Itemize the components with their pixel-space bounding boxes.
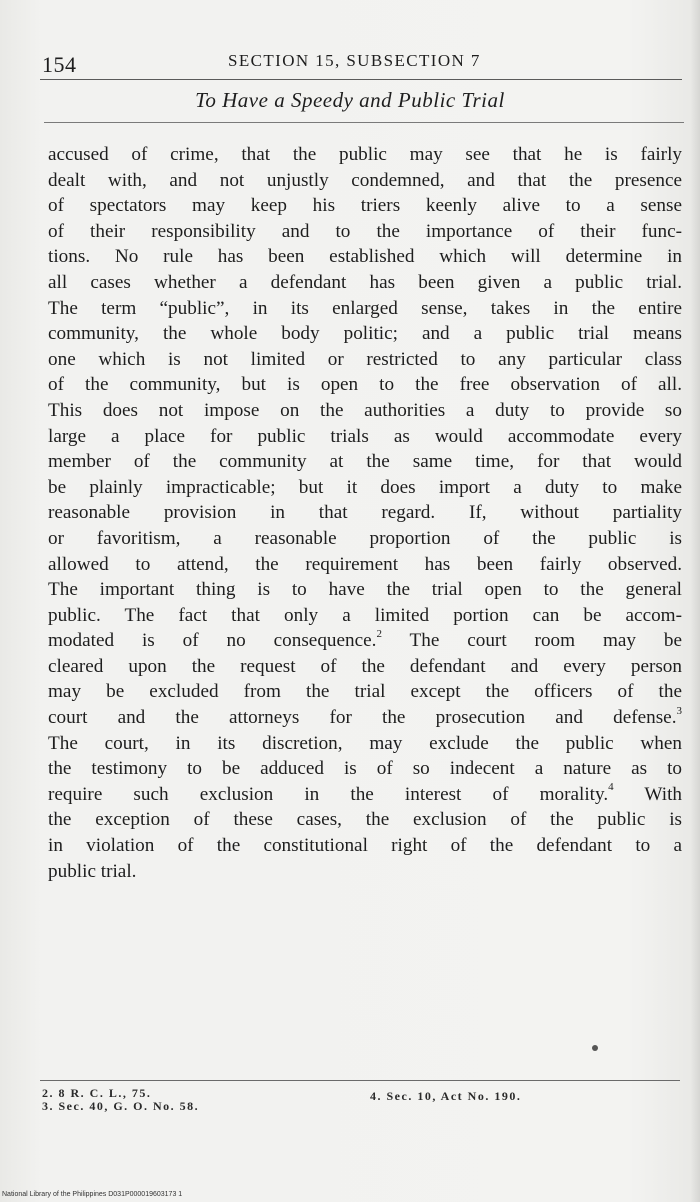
body-line-text: modated is of no consequence. — [48, 630, 377, 652]
footnote-ref-2: 2 — [376, 627, 382, 640]
body-line-with-note — [48, 628, 682, 654]
body-line: the exception of these cases, the exclusion of the public is — [48, 809, 682, 831]
footnote-4: 4. Sec. 10, Act No. 190. — [370, 1089, 522, 1103]
body-line: or favoritism, a reasonable proportion of the public is — [48, 527, 682, 549]
body-line: public. The fact that only a limited portion can be accom- — [48, 604, 682, 626]
body-line: dealt with, and not unjustly condemned, and that the presence — [48, 169, 682, 191]
body-line: tions. No rule has been established which will determine in — [48, 246, 682, 268]
body-line-with-note — [48, 705, 682, 731]
body-line: the testimony to be adduced is of so indecent a nature as to — [48, 758, 682, 780]
footnote-ref-3: 3 — [676, 704, 682, 717]
body-line: be plainly impracticable; but it does import a duty to make — [48, 476, 682, 498]
section-subtitle: To Have a Speedy and Public Trial — [195, 88, 505, 112]
body-line: member of the community at the same time, for that would — [48, 451, 682, 473]
body-line: one which is not limited or restricted to any particular class — [48, 348, 682, 370]
body-line: all cases whether a defendant has been given a public trial. — [48, 271, 682, 293]
footnote-rule — [40, 1080, 680, 1081]
footnote-ref-4: 4 — [608, 781, 614, 794]
page-number: 154 — [42, 52, 77, 77]
body-line-final: public trial. — [48, 860, 137, 882]
body-line: The important thing is to have the trial open to the general — [48, 579, 682, 601]
body-text — [48, 142, 682, 884]
body-line: community, the whole body politic; and a public trial means — [48, 323, 682, 345]
body-line: This does not impose on the authorities a duty to provide so — [48, 399, 682, 421]
body-line-text: court and the attorneys for the prosecution and defense. — [48, 707, 677, 729]
page-header — [42, 46, 682, 80]
footnote-2: 2. 8 R. C. L., 75. — [42, 1086, 152, 1100]
body-line: The term “public”, in its enlarged sense, takes in the entire — [48, 297, 682, 319]
body-line: of their responsibility and to the importance of their func- — [48, 220, 682, 242]
body-line: of spectators may keep his triers keenly alive to a sense — [48, 195, 682, 217]
body-line: cleared upon the request of the defendant and every person — [48, 655, 682, 677]
page-edge-shadow — [690, 0, 700, 1202]
body-line: The court, in its discretion, may exclude the public when — [48, 732, 682, 754]
body-line: may be excluded from the trial except the officers of the — [48, 681, 682, 703]
body-line-tail: With — [613, 783, 682, 805]
subtitle-rule — [44, 122, 684, 123]
body-line: reasonable provision in that regard. If, without partiality — [48, 502, 682, 524]
body-line: accused of crime, that the public may see that he is fairly — [48, 144, 682, 165]
body-line: in violation of the constitutional right of the defendant to a — [48, 835, 682, 857]
body-line-text: require such exclusion in the interest of morality. — [48, 783, 609, 805]
body-line-tail: The court room may be — [381, 630, 682, 652]
header-rule — [40, 79, 682, 80]
footnotes-left-column — [42, 1087, 199, 1113]
body-line: of the community, but is open to the free observation of all. — [48, 374, 682, 396]
library-stamp: National Library of the Philippines D031P000019603173 1 — [2, 1191, 183, 1198]
print-speck — [592, 1045, 598, 1051]
footnotes-right-column — [370, 1090, 521, 1103]
running-head: SECTION 15, SUBSECTION 7 — [228, 51, 481, 70]
body-line: allowed to attend, the requirement has been fairly observed. — [48, 553, 682, 575]
body-line-with-note — [48, 782, 682, 808]
body-line: large a place for public trials as would accommodate every — [48, 425, 682, 447]
footnote-3: 3. Sec. 40, G. O. No. 58. — [42, 1099, 200, 1113]
